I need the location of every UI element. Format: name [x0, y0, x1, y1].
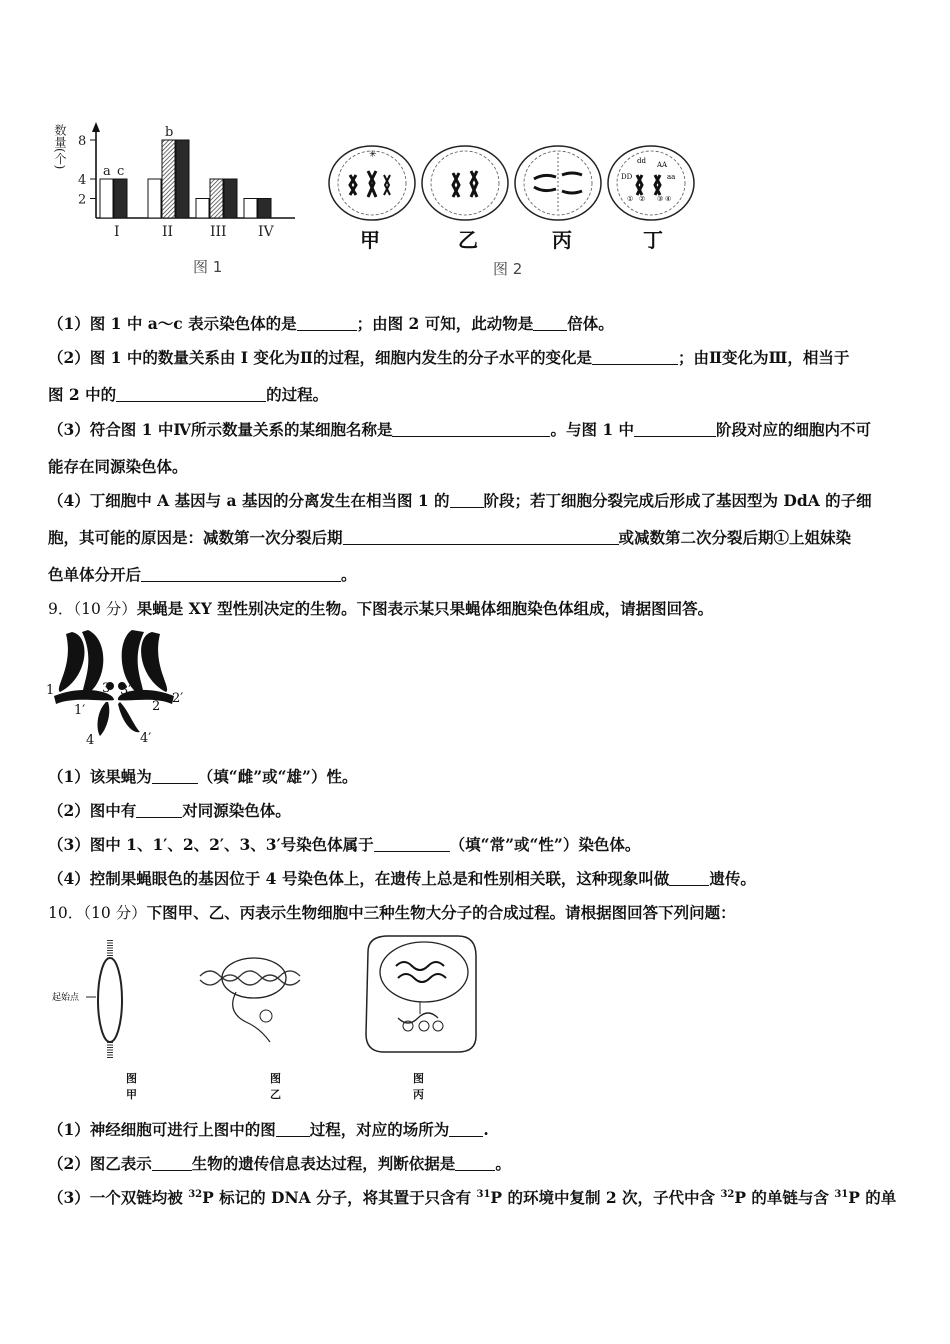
q10-part2: （2）图乙表示 生物的遗传信息表达过程，判断依据是 。 [48, 1154, 511, 1173]
origin-label: 起始点 [52, 993, 80, 1003]
cell-label-ding: 丁 [643, 228, 663, 252]
bar-c-II [176, 140, 189, 218]
q9-stem: 9．（10 分）果蝇是 XY 型性别决定的生物。下图表示某只果蝇体细胞染色体组成，请据图回答。 [48, 599, 714, 618]
q8-part3a: （3）符合图 1 中Ⅳ所示数量关系的某细胞名称是 。与图 1 中 阶段对应的细胞内不可 [48, 420, 872, 439]
q9-part4: （4）控制果蝇眼色的基因位于 4 号染色体上，在遗传上总是和性别相关联，这种现象叫做 遗传。 [48, 869, 756, 888]
cell-label-bing: 丙 [552, 228, 572, 252]
circle-label: ④ [665, 195, 672, 203]
x-tick-label: III [210, 224, 227, 240]
q9-part3: （3）图中 1、1′、2、2′、3、3′号染色体属于 （填“常”或“性”）染色体。 [48, 835, 641, 854]
figure-bing-cell [358, 932, 483, 1057]
circle-label: ① [627, 195, 634, 203]
caption-jia: 图甲 [126, 1072, 137, 1101]
series-label-a: a [103, 164, 111, 179]
gene-label: aa [667, 173, 676, 181]
y-tick-label: 4 [78, 173, 87, 188]
chrom-label: 4′ [140, 731, 152, 746]
series-label-c: c [117, 164, 125, 179]
q8-part1: （1）图 1 中 a～c 表示染色体的是 ；由图 2 可知，此动物是 倍体。 [48, 314, 614, 333]
fruitfly-chromosomes [44, 626, 194, 751]
figure2-caption: 图 2 [493, 260, 523, 278]
gene-label: AA [657, 161, 668, 169]
y-axis-label: 数量(个) [53, 124, 67, 170]
figure1-caption: 图 1 [193, 258, 223, 276]
bar-a-II [148, 179, 161, 218]
q9-part2: （2）图中有 对同源染色体。 [48, 801, 291, 820]
caption-yi: 图乙 [270, 1072, 281, 1101]
y-tick-label: 8 [78, 134, 87, 149]
bar-a-IV [244, 199, 257, 219]
chrom-label: 4 [86, 733, 95, 748]
q8-part4c: 色单体分开后 。 [48, 565, 357, 584]
chrom-label: 1 [46, 683, 55, 698]
bar-c-III [224, 179, 237, 218]
q9-part1: （1）该果蝇为 （填“雌”或“雄”）性。 [48, 767, 358, 786]
circle-label: ③ [657, 195, 664, 203]
q10-part3: （3）一个双链均被 $^{32}$P 标记的 DNA 分子，将其置于只含有 $^{31}$P 的环境中复制 2 次，子代中含 $^{32}$P 的单链与含 $^{31}$P 的单 [48, 1188, 897, 1207]
chrom-label: 1′ [74, 703, 86, 718]
q8-part3b: 能存在同源染色体。 [48, 457, 188, 476]
chrom-label: 2′ [172, 691, 184, 706]
circle-label: ② [639, 195, 646, 203]
bar-a-I [100, 179, 113, 218]
bar-b-III [210, 179, 223, 218]
gene-label: DD [621, 173, 633, 181]
bar-b-II [162, 140, 175, 218]
chrom-label: 3′ [120, 683, 132, 698]
x-tick-label: I [114, 224, 120, 240]
x-tick-label: IV [258, 224, 274, 240]
caption-bing: 图丙 [413, 1072, 424, 1101]
series-label-b: b [165, 125, 174, 140]
q8-part4a: （4）丁细胞中 A 基因与 a 基因的分离发生在相当图 1 的 阶段；若丁细胞分裂完成后形成了基因型为 DdA 的子细 [48, 491, 872, 510]
figure1-chart [50, 110, 300, 240]
chrom-label: 3 [102, 681, 111, 696]
chrom-label: 2 [152, 699, 161, 714]
q8-part4b: 胞，其可能的原因是：减数第一次分裂后期 或减数第二次分裂后期①上姐妹染 [48, 528, 852, 547]
gene-label: dd [637, 157, 646, 165]
cell-label-jia: 甲 [360, 228, 380, 252]
svg-text:✳: ✳ [369, 150, 377, 160]
cell-label-yi: 乙 [458, 228, 478, 252]
bar-c-I [114, 179, 127, 218]
figure-jia-replication [52, 940, 152, 1060]
figure-yi-transcription-translation [196, 946, 311, 1046]
q8-part2b: 图 2 中的 的过程。 [48, 385, 329, 404]
q10-stem: 10．（10 分）下图甲、乙、丙表示生物细胞中三种生物大分子的合成过程。请根据图回答下列问题： [48, 903, 736, 922]
bar-c-IV [258, 199, 271, 219]
q8-part2a: （2）图 1 中的数量关系由 I 变化为Ⅱ的过程，细胞内发生的分子水平的变化是 ；由Ⅱ变化为Ⅲ，相当于 [48, 348, 850, 367]
q10-part1: （1）神经细胞可进行上图中的图 过程，对应的场所为 . [48, 1120, 489, 1139]
bar-a-III [196, 199, 209, 219]
y-tick-label: 2 [78, 192, 87, 208]
x-tick-label: II [162, 224, 174, 240]
